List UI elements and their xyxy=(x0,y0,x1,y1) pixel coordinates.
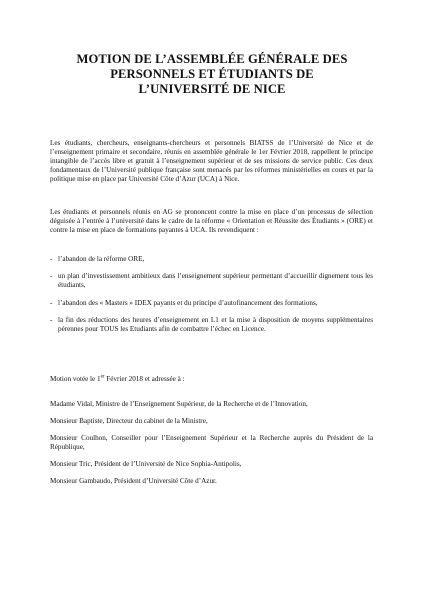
motion-prefix: Motion votée le 1 xyxy=(50,375,101,383)
title-line-2: PERSONNELS ET ÉTUDIANTS DE xyxy=(110,67,314,81)
demand-list-item xyxy=(50,255,373,264)
document-title xyxy=(40,52,384,97)
position-paragraph: Les étudiants et personnels réunis en AG se prononcent contre la mise en place d’un processus de sélection déguisée à l’entrée à l’université dans le cadre de la réforme « Orientation et Réussite des Étudiants » (ORE) et contre la mise en place de formations payantes à UCA. Ils revendiquent : xyxy=(50,208,373,235)
list-dash: - xyxy=(50,255,53,263)
motion-date-line xyxy=(50,375,380,384)
recipient-line: Monsieur Coulhon, Conseiller pour l’Enseignement Supérieur et la Recherche auprès du Président de la République, xyxy=(50,434,373,452)
demand-text: la fin des réductions des heures d’enseignement en L1 et la mise à disposition de moyens supplémentaires pérennes pour TOUS les Etudiants afin de combattre l’échec en Licence. xyxy=(58,316,373,334)
recipient-line: Monsieur Gambaudo, Président d’Université Côte d’Azur. xyxy=(50,477,217,485)
intro-paragraph: Les étudiants, chercheurs, enseignants-chercheurs et personnels BIATSS de l’Université de Nice et de l’enseignement primaire et secondaire, réunis en assemblée générale le 1er Février 2018, rappellent le principe intangible de l’accès libre et gratuit à l’enseignement supérieur et de ses missions de service public. Ces deux fondamentaux de l’Université publique française sont menacés par les réformes ministérielles en cours et par la politique mise en place par Université Côte d’Azur (UCA) à Nice. xyxy=(50,139,373,184)
demand-text: un plan d’investissement ambitieux dans l’enseignement supérieur permettant d’accueillir dignement tous les étudiants, xyxy=(58,272,373,290)
recipient-line: Madame Vidal, Ministre de l’Enseignement Supérieur, de la Recherche et de l’Innovation, xyxy=(50,400,308,408)
list-dash: - xyxy=(50,299,53,307)
recipient-line: Monsieur Tric, Président de l’Université de Nice Sophia-Antipolis, xyxy=(50,460,242,468)
title-line-1: MOTION DE L’ASSEMBLÉE GÉNÉRALE DES xyxy=(76,52,348,66)
recipient-line: Monsieur Baptiste, Directeur du cabinet de la Ministre, xyxy=(50,417,208,425)
demand-text: l’abandon des « Masters » IDEX payants et du principe d’autofinancement des formations, xyxy=(58,299,318,307)
motion-suffix: Février 2018 et adressée à : xyxy=(104,375,185,383)
demand-text: l’abandon de la réforme ORE, xyxy=(58,255,145,263)
motion-ordinal: er xyxy=(100,374,105,380)
demand-list-item xyxy=(50,316,373,334)
list-dash: - xyxy=(50,272,53,280)
demand-list-item xyxy=(50,272,373,290)
demand-list-item xyxy=(50,299,373,308)
title-line-3: L’UNIVERSITÉ DE NICE xyxy=(138,82,286,96)
list-dash: - xyxy=(50,316,53,324)
